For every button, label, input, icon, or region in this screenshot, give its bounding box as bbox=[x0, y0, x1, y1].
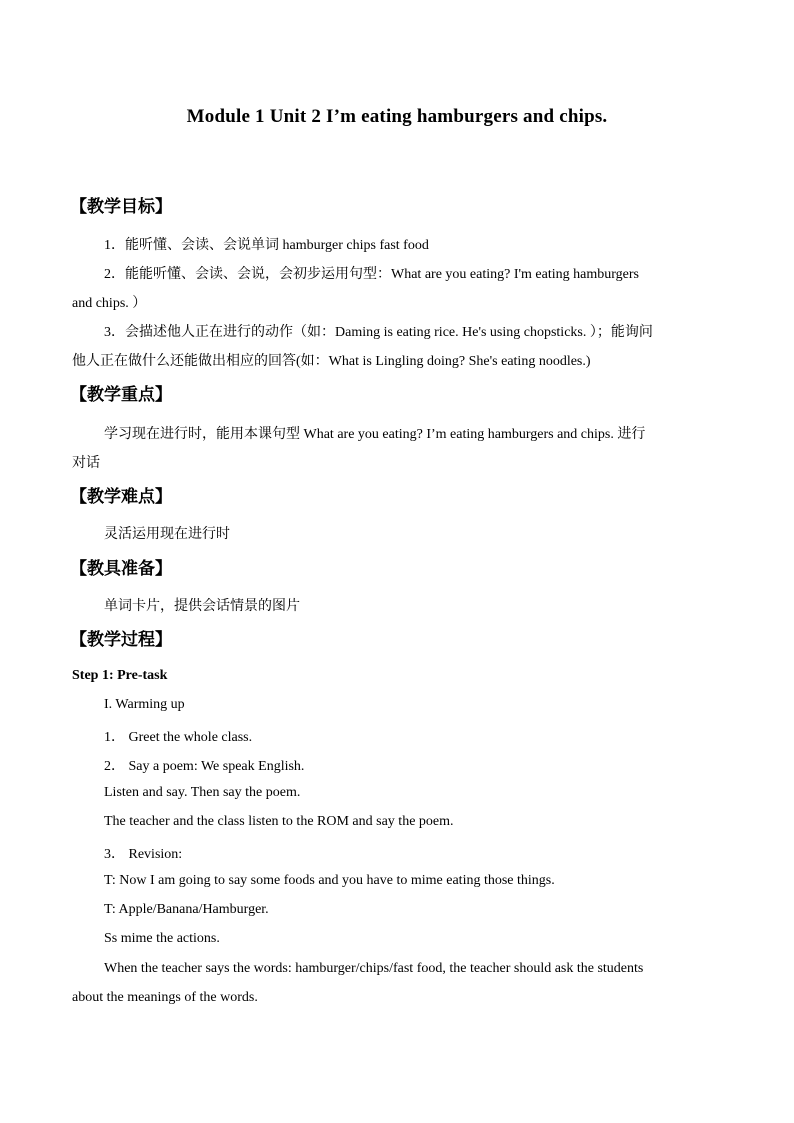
objective-line-2-cont: and chips. ） bbox=[72, 296, 147, 311]
process-line-3: 2． Say a poem: We speak English. bbox=[104, 759, 305, 774]
heading-process: 【教学过程】 bbox=[70, 630, 172, 650]
process-line-10: When the teacher says the words: hamburger/chips/fast food, the teacher should ask the students bbox=[104, 961, 644, 976]
process-line-11: about the meanings of the words. bbox=[72, 990, 258, 1005]
process-line-5: The teacher and the class listen to the ROM and say the poem. bbox=[104, 814, 454, 829]
process-line-1: I. Warming up bbox=[104, 697, 185, 712]
objective-line-3-cont: 他人正在做什么还能做出相应的回答(如：What is Lingling doing? She's eating noodles.) bbox=[72, 354, 591, 369]
heading-materials: 【教具准备】 bbox=[70, 559, 172, 579]
key-point-line-2: 对话 bbox=[72, 456, 100, 471]
objective-line-2: 2．能能听懂、会读、会说，会初步运用句型：What are you eating? I'm eating hamburgers bbox=[104, 267, 639, 282]
process-line-4: Listen and say. Then say the poem. bbox=[104, 785, 301, 800]
process-line-9: Ss mime the actions. bbox=[104, 931, 220, 946]
process-line-8: T: Apple/Banana/Hamburger. bbox=[104, 902, 269, 917]
process-line-6: 3． Revision: bbox=[104, 847, 183, 862]
key-point-line-1: 学习现在进行时，能用本课句型 What are you eating? I’m eating hamburgers and chips. 进行 bbox=[104, 427, 646, 442]
objective-line-3: 3．会描述他人正在进行的动作（如：Daming is eating rice. He's using chopsticks. ）；能询问 bbox=[104, 325, 653, 340]
document-title: Module 1 Unit 2 I’m eating hamburgers and chips. bbox=[186, 106, 608, 127]
heading-key-points: 【教学重点】 bbox=[70, 385, 172, 405]
heading-objectives: 【教学目标】 bbox=[70, 197, 172, 217]
step-1-label: Step 1: Pre-task bbox=[72, 668, 168, 683]
materials-line-1: 单词卡片，提供会话情景的图片 bbox=[104, 599, 300, 614]
heading-difficulties: 【教学难点】 bbox=[70, 487, 172, 507]
process-line-2: 1． Greet the whole class. bbox=[104, 730, 253, 745]
difficulty-line-1: 灵活运用现在进行时 bbox=[104, 527, 230, 542]
process-line-7: T: Now I am going to say some foods and you have to mime eating those things. bbox=[104, 873, 555, 888]
objective-line-1: 1．能听懂、会读、会说单词 hamburger chips fast food bbox=[104, 238, 429, 253]
